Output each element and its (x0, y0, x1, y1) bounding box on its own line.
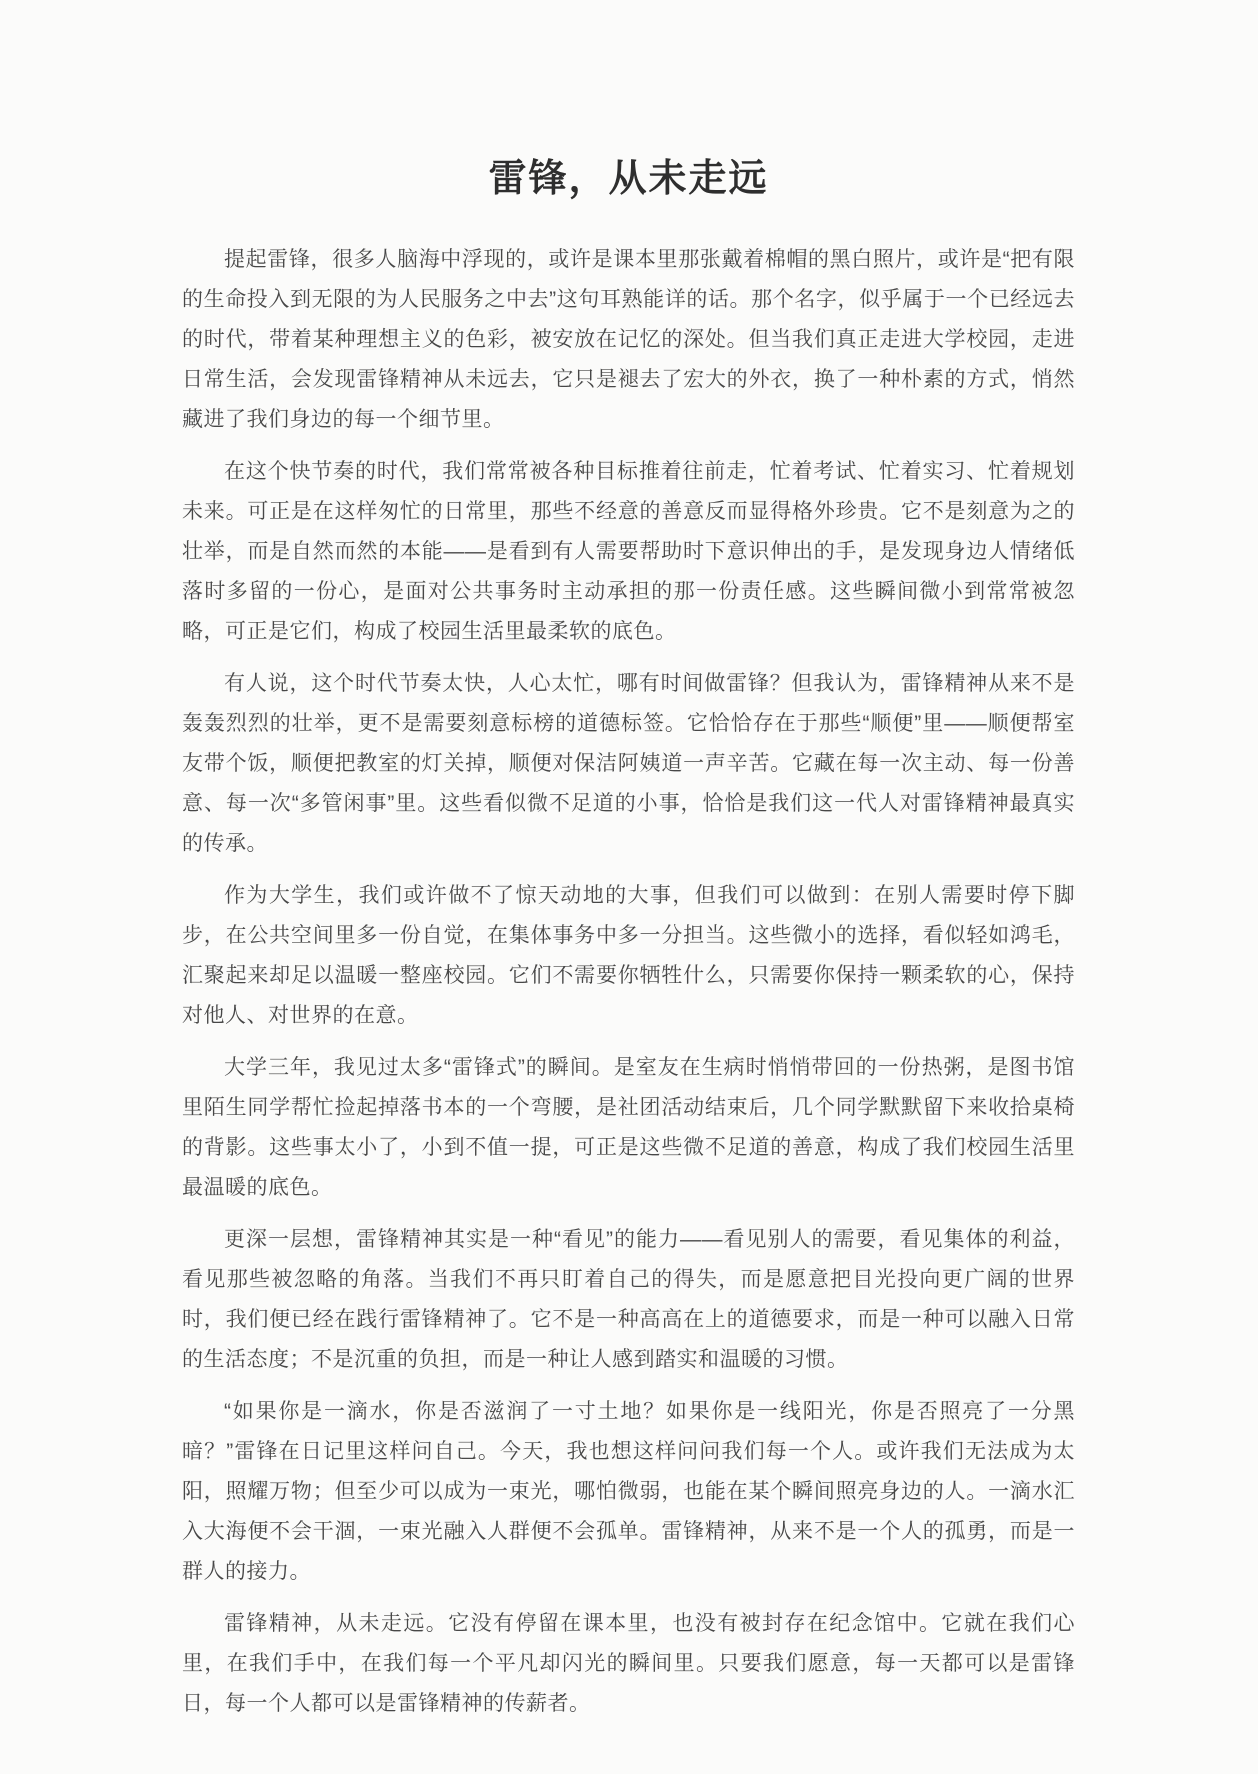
essay-paragraph-1: 提起雷锋，很多人脑海中浮现的，或许是课本里那张戴着棉帽的黑白照片，或许是“把有限的生命投入到无限的为人民服务之中去”这句耳熟能详的话。那个名字，似乎属于一个已经远去的时代，带着某种理想主义的色彩，被安放在记忆的深处。但当我们真正走进大学校园，走进日常生活，会发现雷锋精神从未远去，它只是褪去了宏大的外衣，换了一种朴素的方式，悄然藏进了我们身边的每一个细节里。 (182, 248, 1075, 431)
essay-paragraph-5: 大学三年，我见过太多“雷锋式”的瞬间。是室友在生病时悄悄带回的一份热粥，是图书馆里陌生同学帮忙捡起掉落书本的一个弯腰，是社团活动结束后，几个同学默默留下来收拾桌椅的背影。这些事太小了，小到不值一提，可正是这些微不足道的善意，构成了我们校园生活里最温暖的底色。 (182, 1056, 1075, 1199)
essay-paragraph-8: 雷锋精神，从未走远。它没有停留在课本里，也没有被封存在纪念馆中。它就在我们心里，在我们手中，在我们每一个平凡却闪光的瞬间里。只要我们愿意，每一天都可以是雷锋日，每一个人都可以是雷锋精神的传薪者。 (182, 1612, 1075, 1715)
essay-paragraph-3: 有人说，这个时代节奏太快，人心太忙，哪有时间做雷锋？但我认为，雷锋精神从来不是轰轰烈烈的壮举，更不是需要刻意标榜的道德标签。它恰恰存在于那些“顺便”里——顺便帮室友带个饭，顺便把教室的灯关掉，顺便对保洁阿姨道一声辛苦。它藏在每一次主动、每一份善意、每一次“多管闲事”里。这些看似微不足道的小事，恰恰是我们这一代人对雷锋精神最真实的传承。 (182, 672, 1075, 855)
essay-body (182, 240, 1075, 1724)
essay-paragraph-7: “如果你是一滴水，你是否滋润了一寸土地？如果你是一线阳光，你是否照亮了一分黑暗？”雷锋在日记里这样问自己。今天，我也想这样问问我们每一个人。或许我们无法成为太阳，照耀万物；但至少可以成为一束光，哪怕微弱，也能在某个瞬间照亮身边的人。一滴水汇入大海便不会干涸，一束光融入人群便不会孤单。雷锋精神，从来不是一个人的孤勇，而是一群人的接力。 (182, 1400, 1075, 1583)
essay-paragraph-2: 在这个快节奏的时代，我们常常被各种目标推着往前走，忙着考试、忙着实习、忙着规划未来。可正是在这样匆忙的日常里，那些不经意的善意反而显得格外珍贵。它不是刻意为之的壮举，而是自然而然的本能——是看到有人需要帮助时下意识伸出的手，是发现身边人情绪低落时多留的一份心，是面对公共事务时主动承担的那一份责任感。这些瞬间微小到常常被忽略，可正是它们，构成了校园生活里最柔软的底色。 (182, 460, 1075, 643)
essay-title: 雷锋，从未走远 (488, 158, 769, 200)
essay-paragraph-4: 作为大学生，我们或许做不了惊天动地的大事，但我们可以做到：在别人需要时停下脚步，在公共空间里多一份自觉，在集体事务中多一分担当。这些微小的选择，看似轻如鸿毛，汇聚起来却足以温暖一整座校园。它们不需要你牺牲什么，只需要你保持一颗柔软的心，保持对他人、对世界的在意。 (182, 884, 1075, 1027)
essay-paragraph-6: 更深一层想，雷锋精神其实是一种“看见”的能力——看见别人的需要，看见集体的利益，看见那些被忽略的角落。当我们不再只盯着自己的得失，而是愿意把目光投向更广阔的世界时，我们便已经在践行雷锋精神了。它不是一种高高在上的道德要求，而是一种可以融入日常的生活态度；不是沉重的负担，而是一种让人感到踏实和温暖的习惯。 (182, 1228, 1075, 1371)
